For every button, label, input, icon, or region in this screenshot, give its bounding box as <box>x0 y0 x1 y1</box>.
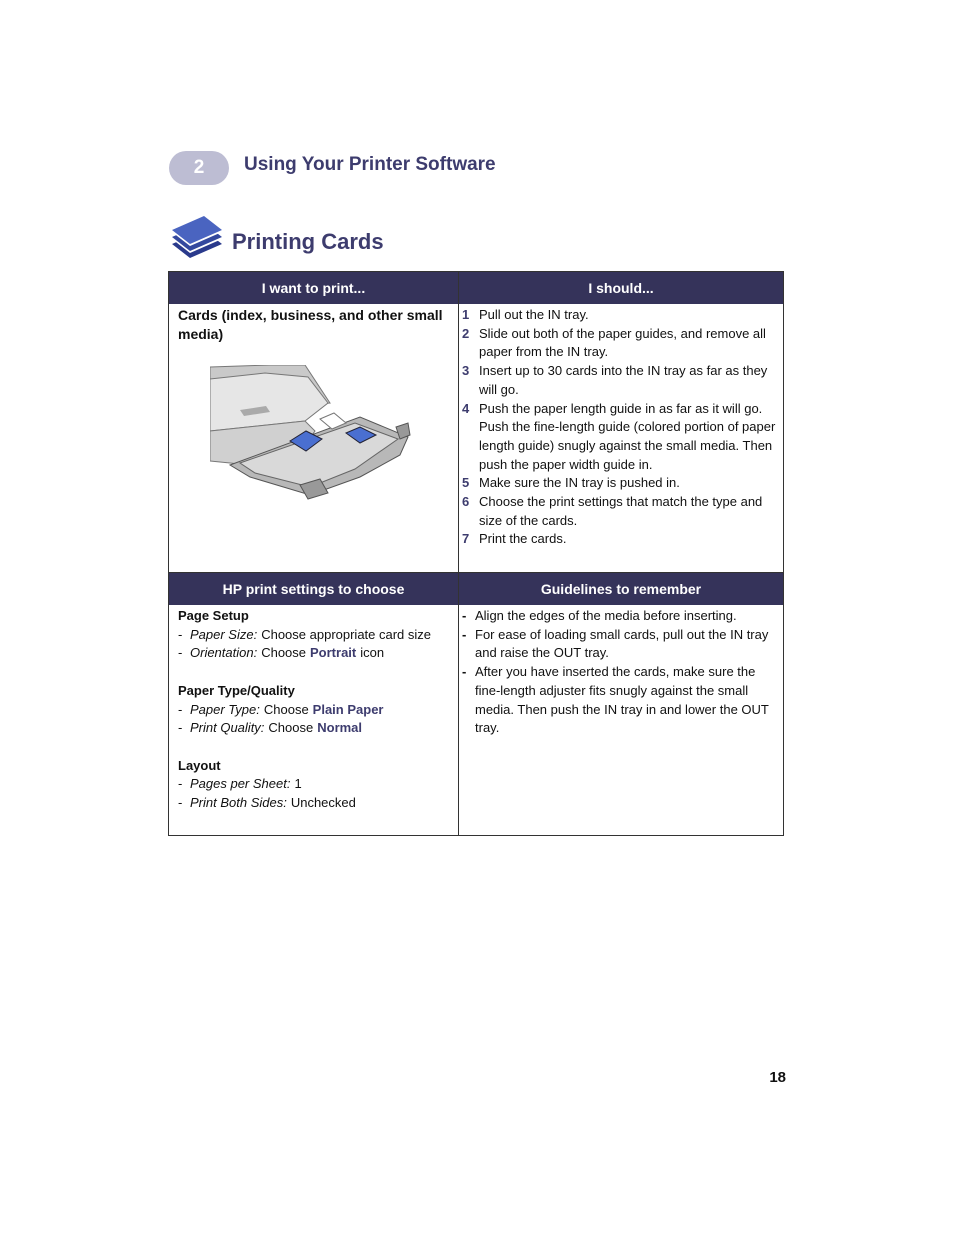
chapter-title: Using Your Printer Software <box>244 154 496 175</box>
setting-paper-type: - Paper Type: Choose Plain Paper <box>178 701 384 717</box>
paper-stack-icon <box>170 214 224 260</box>
media-type-cell <box>178 306 448 344</box>
setting-print-both-sides: - Print Both Sides: Unchecked <box>178 795 356 810</box>
page-title: Printing Cards <box>232 229 384 254</box>
header-guidelines: Guidelines to remember <box>459 573 783 605</box>
header-i-should: I should... <box>459 272 783 304</box>
steps-list <box>462 306 780 549</box>
chapter-number-badge: 2 <box>169 151 229 185</box>
settings-list <box>178 607 453 813</box>
step-item: 7 Print the cards. <box>462 531 567 547</box>
setting-print-quality: - Print Quality: Choose Normal <box>178 720 363 736</box>
printing-cards-table <box>168 271 784 836</box>
media-type-title: Cards (index, business, and other small media) <box>178 307 443 342</box>
column-divider <box>458 272 459 835</box>
setting-pages-per-sheet: - Pages per Sheet: 1 <box>178 776 302 792</box>
guideline-item: - Align the edges of the media before inserting. <box>462 608 737 623</box>
page-number: 18 <box>769 1069 786 1086</box>
step-item: 2 Slide out both of the paper guides, and remove all paper from the IN tray. <box>462 325 766 360</box>
guidelines-list <box>462 607 780 738</box>
setting-orientation: - Orientation: Choose Portrait icon <box>178 645 385 661</box>
header-i-want-to-print: I want to print... <box>169 272 458 304</box>
step-item: 5 Make sure the IN tray is pushed in. <box>462 475 680 491</box>
in-tray-illustration <box>210 365 412 505</box>
guideline-item: - For ease of loading small cards, pull out the IN tray and raise the OUT tray. <box>462 626 769 661</box>
setting-paper-size: - Paper Size: Choose appropriate card size <box>178 626 432 642</box>
step-item: 3 Insert up to 30 cards into the IN tray as far as they will go. <box>462 363 768 397</box>
header-print-settings: HP print settings to choose <box>169 573 458 605</box>
step-item: 4 Push the paper length guide in as far as it will go. Push the fine-length guide (colored portion of paper length guide) snugly against the small media. Then push the paper width guide in. <box>462 400 776 472</box>
row-divider <box>169 572 783 573</box>
page-setup-title: Page Setup <box>178 608 249 623</box>
layout-title: Layout <box>178 757 221 773</box>
guideline-item: - After you have inserted the cards, make sure the fine-length adjuster fits snugly against the small media. Then push the IN tray in and lower the OUT tray. <box>462 664 769 736</box>
paper-type-quality-title: Paper Type/Quality <box>178 682 295 698</box>
step-item: 1 Pull out the IN tray. <box>462 307 589 322</box>
step-item: 6 Choose the print settings that match the type and size of the cards. <box>462 494 763 528</box>
